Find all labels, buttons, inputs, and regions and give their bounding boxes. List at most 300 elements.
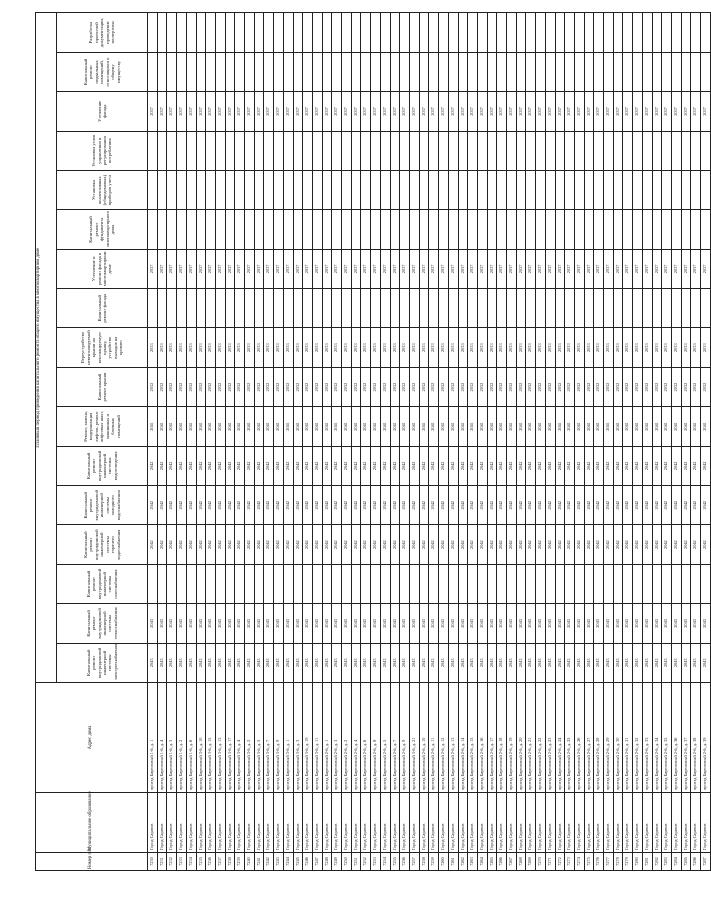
year-cell: 2033 [507, 328, 517, 367]
year-cell [235, 170, 245, 209]
year-cell [691, 564, 701, 603]
year-cell [545, 170, 555, 209]
year-cell [148, 170, 158, 209]
column-header-work-type: Капитальный ремонт внутридомовой инженерной системы газоснабжения [57, 564, 148, 603]
year-cell: 2037 [681, 249, 691, 288]
year-cell [409, 170, 419, 209]
table-row [274, 13, 284, 871]
year-cell [497, 13, 507, 52]
year-cell: 2037 [206, 249, 216, 288]
year-cell [312, 564, 322, 603]
address-cell: проезд Бирюзовый 1-й, д. 1 [148, 683, 158, 793]
address-cell: проезд Бирюзовый 2-й, д. 20 [516, 683, 526, 793]
year-cell: 2033 [361, 328, 371, 367]
column-header-work-type: Утепление фасада [57, 92, 148, 131]
year-cell [206, 52, 216, 91]
column-header-work-type: Установка коллективных (общедомовых) приборов учета [57, 170, 148, 209]
year-cell: 2037 [254, 249, 264, 288]
year-cell [458, 52, 468, 91]
year-cell: 2037 [468, 249, 478, 288]
year-cell: 2043 [642, 643, 652, 682]
year-cell: 2042 [429, 525, 439, 564]
year-cell [167, 131, 177, 170]
year-cell: 2042 [351, 486, 361, 525]
year-cell [584, 170, 594, 209]
year-cell: 2043 [409, 604, 419, 643]
year-cell: 2037 [604, 249, 614, 288]
year-cell: 2037 [623, 249, 633, 288]
year-cell [303, 289, 313, 328]
year-cell: 2037 [215, 249, 225, 288]
year-cell [613, 210, 623, 249]
year-cell [283, 170, 293, 209]
year-cell [613, 289, 623, 328]
year-cell: 2042 [215, 525, 225, 564]
year-cell: 2032 [148, 367, 158, 406]
year-cell: 2043 [371, 643, 381, 682]
year-cell [293, 52, 303, 91]
year-cell: 2043 [322, 604, 332, 643]
year-cell: 2043 [642, 604, 652, 643]
year-cell: 2041 [429, 407, 439, 446]
year-cell: 2042 [623, 446, 633, 485]
year-cell: 2042 [652, 446, 662, 485]
year-cell [342, 210, 352, 249]
year-cell: 2033 [439, 328, 449, 367]
year-cell [215, 289, 225, 328]
year-cell [361, 210, 371, 249]
address-cell: проезд Бирюзовый 2-й, д. 6 [361, 683, 371, 793]
year-cell: 2043 [177, 643, 187, 682]
year-cell: 2041 [380, 407, 390, 446]
year-cell: 2043 [516, 604, 526, 643]
municipality-cell: Город Саратов [351, 793, 361, 853]
table-row [225, 13, 235, 871]
year-cell: 2042 [196, 486, 206, 525]
address-cell: проезд Бирюзовый 2-й, д. 30 [613, 683, 623, 793]
year-cell: 2037 [235, 92, 245, 131]
year-cell: 2043 [633, 643, 643, 682]
year-cell [157, 13, 167, 52]
year-cell [322, 564, 332, 603]
year-cell: 2042 [536, 486, 546, 525]
table-row [458, 13, 468, 871]
address-cell: проезд Бирюзовый 1-й, д. 4 [157, 683, 167, 793]
table-row [206, 13, 216, 871]
year-cell: 2037 [497, 92, 507, 131]
address-cell: проезд Бирюзовый 2-й, д. 28 [594, 683, 604, 793]
year-cell [604, 52, 614, 91]
municipality-cell: Город Саратов [225, 793, 235, 853]
year-cell: 2032 [594, 367, 604, 406]
row-number-cell: 7250 [342, 853, 352, 871]
year-cell: 2032 [429, 367, 439, 406]
year-cell: 2032 [157, 367, 167, 406]
year-cell [594, 52, 604, 91]
table-row [215, 13, 225, 871]
year-cell: 2041 [254, 407, 264, 446]
year-cell: 2042 [594, 446, 604, 485]
year-cell: 2042 [322, 525, 332, 564]
year-cell: 2043 [652, 643, 662, 682]
year-cell [536, 170, 546, 209]
year-cell: 2032 [545, 367, 555, 406]
year-cell: 2043 [507, 643, 517, 682]
year-cell: 2042 [565, 486, 575, 525]
year-cell: 2041 [507, 407, 517, 446]
year-cell [303, 52, 313, 91]
year-cell [574, 52, 584, 91]
year-cell [429, 289, 439, 328]
year-cell: 2042 [177, 446, 187, 485]
year-cell [468, 131, 478, 170]
year-cell [332, 131, 342, 170]
year-cell: 2037 [613, 249, 623, 288]
year-cell: 2043 [536, 604, 546, 643]
year-cell [545, 52, 555, 91]
year-cell [371, 13, 381, 52]
year-cell [662, 564, 672, 603]
year-cell [448, 170, 458, 209]
year-cell: 2043 [312, 604, 322, 643]
year-cell: 2042 [245, 446, 255, 485]
year-cell: 2042 [225, 525, 235, 564]
year-cell [584, 289, 594, 328]
year-cell: 2043 [536, 643, 546, 682]
table-row [439, 13, 449, 871]
year-cell: 2042 [594, 486, 604, 525]
year-cell [400, 52, 410, 91]
year-cell [516, 210, 526, 249]
year-cell [574, 131, 584, 170]
year-cell [312, 13, 322, 52]
year-cell: 2032 [458, 367, 468, 406]
year-cell: 2037 [497, 249, 507, 288]
year-cell [594, 170, 604, 209]
year-cell: 2043 [235, 604, 245, 643]
row-number-cell: 7273 [565, 853, 575, 871]
row-number-cell: 7280 [633, 853, 643, 871]
year-cell: 2041 [594, 407, 604, 446]
year-cell [545, 564, 555, 603]
year-cell: 2043 [681, 604, 691, 643]
year-cell: 2037 [555, 249, 565, 288]
year-cell: 2043 [507, 604, 517, 643]
year-cell: 2037 [380, 249, 390, 288]
year-cell [574, 564, 584, 603]
year-cell [448, 564, 458, 603]
year-cell: 2043 [526, 643, 536, 682]
column-header-period-title: Плановый период проведения капитального ремонта общего имущества в многоквартирном доме [36, 13, 57, 683]
row-number-cell: 7255 [390, 853, 400, 871]
year-cell [468, 210, 478, 249]
year-cell: 2037 [283, 249, 293, 288]
year-cell: 2041 [225, 407, 235, 446]
year-cell: 2042 [681, 446, 691, 485]
year-cell [613, 52, 623, 91]
year-cell: 2037 [390, 249, 400, 288]
year-cell: 2041 [671, 407, 681, 446]
year-cell [594, 564, 604, 603]
year-cell: 2043 [662, 643, 672, 682]
year-cell [264, 131, 274, 170]
year-cell: 2043 [380, 643, 390, 682]
year-cell [167, 289, 177, 328]
year-cell: 2042 [448, 486, 458, 525]
year-cell [196, 210, 206, 249]
year-cell: 2043 [594, 643, 604, 682]
table-row [468, 13, 478, 871]
year-cell: 2032 [477, 367, 487, 406]
year-cell [322, 170, 332, 209]
year-cell: 2037 [439, 92, 449, 131]
municipality-cell: Город Саратов [526, 793, 536, 853]
address-cell: проезд Бирюзовый 1-й, д. 2 [177, 683, 187, 793]
year-cell [254, 13, 264, 52]
year-cell: 2043 [429, 604, 439, 643]
year-cell: 2041 [371, 407, 381, 446]
year-cell: 2033 [225, 328, 235, 367]
year-cell: 2033 [468, 328, 478, 367]
year-cell [225, 210, 235, 249]
year-cell: 2041 [604, 407, 614, 446]
year-cell: 2043 [604, 643, 614, 682]
year-cell: 2037 [157, 249, 167, 288]
year-cell [274, 170, 284, 209]
year-cell: 2043 [400, 643, 410, 682]
year-cell: 2032 [361, 367, 371, 406]
year-cell [245, 131, 255, 170]
year-cell: 2042 [409, 446, 419, 485]
year-cell: 2043 [274, 604, 284, 643]
year-cell: 2041 [545, 407, 555, 446]
year-cell [148, 289, 158, 328]
year-cell: 2032 [516, 367, 526, 406]
municipality-cell: Город Саратов [565, 793, 575, 853]
year-cell: 2042 [516, 446, 526, 485]
address-cell: проезд Бирюзовый 2-й, д. 4 [351, 683, 361, 793]
address-cell: проезд Бирюзовый 2-й, д. 36 [671, 683, 681, 793]
year-cell: 2042 [206, 525, 216, 564]
year-cell [206, 210, 216, 249]
year-cell: 2043 [293, 643, 303, 682]
year-cell [322, 210, 332, 249]
year-cell [439, 13, 449, 52]
year-cell [148, 13, 158, 52]
year-cell [390, 52, 400, 91]
year-cell: 2043 [487, 643, 497, 682]
year-cell: 2037 [312, 249, 322, 288]
year-cell: 2041 [293, 407, 303, 446]
year-cell: 2043 [545, 643, 555, 682]
year-cell: 2032 [322, 367, 332, 406]
year-cell: 2037 [545, 249, 555, 288]
year-cell [283, 564, 293, 603]
year-cell: 2037 [283, 92, 293, 131]
year-cell: 2042 [157, 446, 167, 485]
year-cell: 2042 [545, 486, 555, 525]
year-cell: 2041 [584, 407, 594, 446]
year-cell [526, 52, 536, 91]
address-cell: проезд Бирюзовый 2-й, д. 39 [701, 683, 711, 793]
address-cell: проезд Бирюзовый 2-й, д. 22 [536, 683, 546, 793]
year-cell: 2042 [487, 486, 497, 525]
year-cell [303, 131, 313, 170]
year-cell [283, 13, 293, 52]
municipality-cell: Город Саратов [235, 793, 245, 853]
year-cell [662, 289, 672, 328]
year-cell: 2032 [380, 367, 390, 406]
address-cell: проезд Бирюзовый 2-й, д. 3 [332, 683, 342, 793]
year-cell: 2043 [245, 604, 255, 643]
year-cell: 2042 [691, 446, 701, 485]
year-cell: 2042 [351, 525, 361, 564]
year-cell: 2043 [409, 643, 419, 682]
year-cell: 2042 [642, 486, 652, 525]
year-cell: 2043 [322, 643, 332, 682]
row-number-cell: 7240 [245, 853, 255, 871]
year-cell: 2032 [623, 367, 633, 406]
year-cell: 2041 [274, 407, 284, 446]
year-cell: 2037 [409, 92, 419, 131]
municipality-cell: Город Саратов [584, 793, 594, 853]
municipality-cell: Город Саратов [536, 793, 546, 853]
year-cell: 2037 [516, 92, 526, 131]
year-cell [274, 52, 284, 91]
year-cell: 2041 [264, 407, 274, 446]
year-cell: 2042 [283, 446, 293, 485]
address-cell: проезд Бирюзовый 2-й, д. 2 [342, 683, 352, 793]
year-cell: 2043 [497, 604, 507, 643]
year-cell [439, 289, 449, 328]
year-cell: 2042 [671, 486, 681, 525]
year-cell [536, 289, 546, 328]
year-cell: 2037 [701, 92, 711, 131]
table-header [36, 13, 148, 871]
year-cell: 2033 [206, 328, 216, 367]
year-cell: 2041 [468, 407, 478, 446]
address-cell: проезд Бирюзовый 2-й, д. 33 [642, 683, 652, 793]
year-cell: 2041 [400, 407, 410, 446]
year-cell: 2043 [565, 643, 575, 682]
year-cell [245, 13, 255, 52]
row-number-cell: 7234 [186, 853, 196, 871]
year-cell: 2042 [167, 486, 177, 525]
year-cell: 2043 [215, 643, 225, 682]
row-number-cell: 7276 [594, 853, 604, 871]
year-cell [516, 131, 526, 170]
year-cell: 2037 [400, 249, 410, 288]
year-cell [555, 131, 565, 170]
address-cell: проезд Бирюзовый 2-й, д. 5 [380, 683, 390, 793]
year-cell [361, 52, 371, 91]
year-cell [283, 52, 293, 91]
address-cell: проезд Бирюзовый 2-й, д. 31 [623, 683, 633, 793]
address-cell: проезд Бирюзовый 2-й, д. 7 [390, 683, 400, 793]
row-number-cell: 7231 [157, 853, 167, 871]
year-cell: 2041 [419, 407, 429, 446]
year-cell: 2043 [439, 604, 449, 643]
year-cell: 2043 [448, 643, 458, 682]
address-cell: проезд Бирюзовый 2-й, д. 32 [633, 683, 643, 793]
year-cell: 2042 [409, 486, 419, 525]
year-cell: 2042 [419, 446, 429, 485]
year-cell: 2037 [477, 249, 487, 288]
year-cell [671, 170, 681, 209]
year-cell: 2037 [225, 249, 235, 288]
row-number-cell: 7267 [507, 853, 517, 871]
year-cell: 2042 [574, 446, 584, 485]
year-cell: 2043 [613, 604, 623, 643]
year-cell: 2042 [691, 525, 701, 564]
column-header-work-type: Капитальный ремонт внутридомовой инженерной системы теплоснабжения [57, 604, 148, 643]
year-cell [351, 52, 361, 91]
year-cell: 2033 [400, 328, 410, 367]
table-row [157, 13, 167, 871]
year-cell [274, 13, 284, 52]
year-cell: 2033 [157, 328, 167, 367]
row-number-cell: 7261 [448, 853, 458, 871]
year-cell: 2041 [623, 407, 633, 446]
year-cell: 2033 [604, 328, 614, 367]
address-cell: проезд Бирюзовый 2-й, д. 15 [468, 683, 478, 793]
year-cell: 2043 [633, 604, 643, 643]
year-cell: 2032 [584, 367, 594, 406]
year-cell [312, 52, 322, 91]
year-cell: 2041 [361, 407, 371, 446]
year-cell [448, 289, 458, 328]
year-cell: 2032 [303, 367, 313, 406]
year-cell: 2033 [633, 328, 643, 367]
year-cell: 2043 [429, 643, 439, 682]
year-cell: 2043 [264, 643, 274, 682]
year-cell [419, 131, 429, 170]
table-row [652, 13, 662, 871]
table-row [574, 13, 584, 871]
column-header-municipality: Муниципальное образование [36, 793, 148, 853]
year-cell: 2042 [516, 525, 526, 564]
year-cell: 2042 [507, 486, 517, 525]
year-cell [342, 52, 352, 91]
year-cell: 2043 [235, 643, 245, 682]
year-cell: 2041 [332, 407, 342, 446]
year-cell: 2042 [681, 486, 691, 525]
year-cell [652, 564, 662, 603]
year-cell: 2043 [448, 604, 458, 643]
year-cell: 2033 [177, 328, 187, 367]
year-cell [390, 170, 400, 209]
year-cell [604, 289, 614, 328]
year-cell: 2037 [652, 92, 662, 131]
municipality-cell: Город Саратов [429, 793, 439, 853]
year-cell: 2042 [633, 486, 643, 525]
year-cell: 2041 [283, 407, 293, 446]
municipality-cell: Город Саратов [167, 793, 177, 853]
year-cell: 2043 [186, 604, 196, 643]
row-number-cell: 7238 [225, 853, 235, 871]
year-cell [555, 289, 565, 328]
year-cell: 2032 [536, 367, 546, 406]
year-cell [671, 289, 681, 328]
year-cell: 2043 [623, 604, 633, 643]
year-cell [536, 210, 546, 249]
year-cell [545, 210, 555, 249]
year-cell [662, 131, 672, 170]
table-row [536, 13, 546, 871]
year-cell [507, 131, 517, 170]
year-cell: 2042 [429, 486, 439, 525]
year-cell: 2037 [477, 92, 487, 131]
